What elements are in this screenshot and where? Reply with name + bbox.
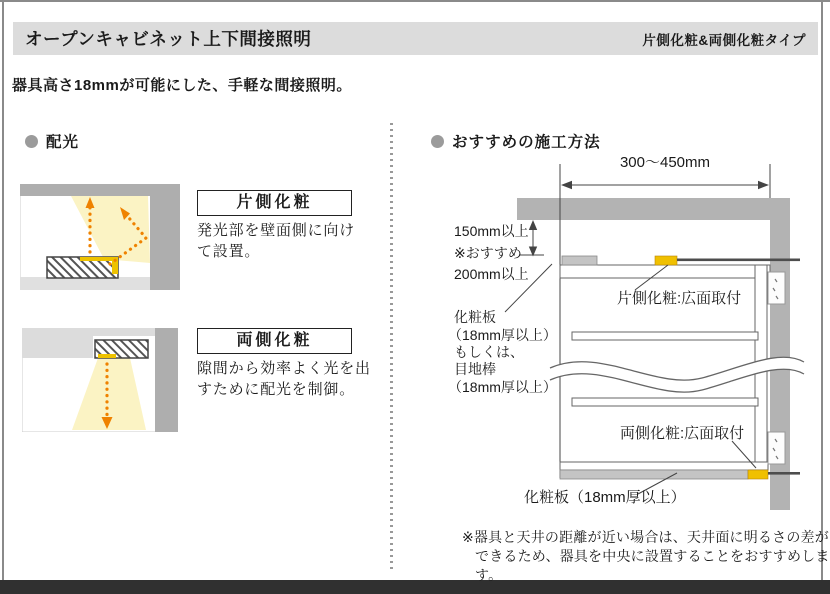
desc-line: 隙間から効率よく光を出: [197, 360, 371, 377]
svg-text:目地棒: 目地棒: [454, 361, 496, 377]
svg-text:化粧板: 化粧板: [454, 309, 496, 325]
arrow-left-icon: [561, 181, 572, 189]
cabinet-shelf: [20, 277, 150, 290]
section-heading-label: おすすめの施工方法: [452, 134, 601, 151]
page-border-right: [821, 0, 823, 582]
light-fixture: [47, 257, 118, 278]
product-type-label: 片側化粧&両側化粧タイプ: [642, 32, 806, 48]
section-heading-distribution: [25, 130, 79, 152]
svg-text:（18mm厚以上）: （18mm厚以上）: [448, 327, 557, 343]
distribution-diagram-one-side: [20, 184, 180, 290]
desc-one-side: [197, 221, 355, 262]
light-fixture: [95, 340, 148, 358]
desc-both-side: [197, 359, 371, 400]
decorative-panel-bottom: [560, 470, 748, 479]
cabinet-side-wall: [155, 328, 178, 432]
note-line: できるため、器具を中央に設置することをおすすめします。: [475, 548, 830, 583]
recommend-label: 200mm以上: [454, 266, 529, 282]
bottom-fixture: [748, 470, 768, 479]
shelf: [572, 332, 758, 340]
section-bullet-icon: [431, 135, 444, 148]
installation-note: [462, 528, 830, 585]
arrow-right-icon: [758, 181, 769, 189]
installation-diagram: [440, 148, 820, 518]
page-title: オープンキャビネット上下間接照明: [25, 29, 312, 49]
page-border-top: [0, 0, 830, 2]
fixture-mount-line: [768, 472, 800, 475]
note-line: ※器具と天井の距離が近い場合は、天井面に明るさの差が: [462, 529, 829, 545]
label-both-side: 両側化粧: [197, 328, 352, 354]
section-heading-label: 配光: [46, 134, 80, 151]
decorative-panel-top: [562, 256, 597, 265]
bottom-panel-label: 化粧板（18mm厚以上）: [524, 489, 686, 506]
fixture-light-strip: [98, 354, 116, 358]
desc-line: 発光部を壁面側に向け: [197, 222, 356, 239]
ceiling: [517, 198, 790, 220]
label-one-side: 片側化粧: [197, 190, 352, 216]
cabinet-side-wall: [150, 184, 180, 290]
bottom-fixture-label: 両側化粧:広面取付: [620, 425, 745, 442]
svg-text:もしくは、: もしくは、: [454, 344, 524, 360]
title-bar: [13, 22, 818, 55]
top-fixture: [655, 256, 677, 265]
height-dim-label: 150mm以上: [454, 223, 529, 239]
desc-line: て設置。: [197, 242, 261, 260]
shelf: [572, 398, 758, 406]
fixture-mount-line: [677, 259, 800, 262]
subtitle: 器具高さ18mmが可能にした、手軽な間接照明。: [12, 77, 352, 94]
cabinet-upper-block: [22, 328, 93, 358]
section-divider: [390, 123, 393, 573]
left-panel-label: [448, 309, 557, 395]
svg-text:（18mm厚以上）: （18mm厚以上）: [448, 379, 557, 395]
cabinet-bottom-board: [560, 462, 768, 470]
arrow-up-icon: [529, 220, 537, 230]
recommend-label: ※おすすめ: [454, 245, 522, 261]
page-border-left: [2, 0, 4, 582]
top-fixture-label: 片側化粧:広面取付: [617, 290, 742, 307]
section-bullet-icon: [25, 135, 38, 148]
width-dim-label: 300～450mm: [619, 154, 711, 171]
distribution-diagram-both-side: [22, 328, 178, 432]
desc-line: すために配光を制御。: [197, 380, 356, 398]
